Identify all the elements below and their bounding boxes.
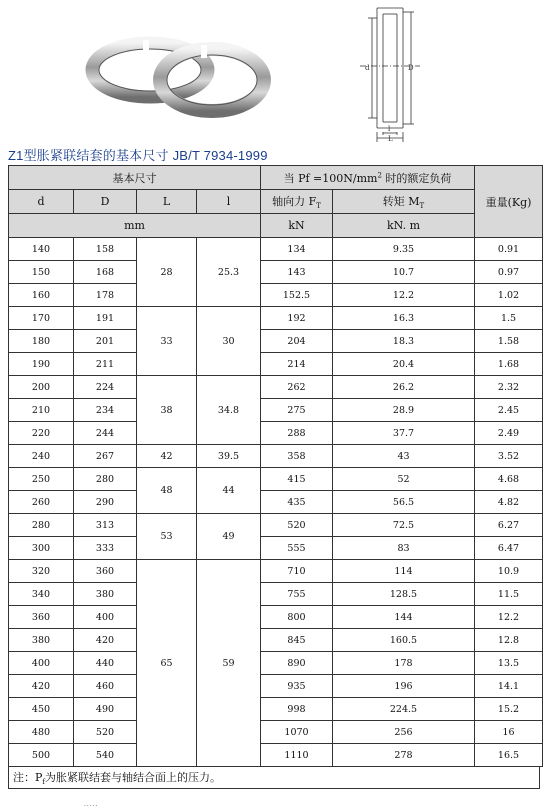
cell-L: 33 — [137, 307, 197, 376]
footer-dots: ····· — [84, 803, 99, 810]
table-row — [9, 284, 543, 307]
cell-d: 400 — [9, 652, 74, 675]
table-title: Z1型胀紧联结套的基本尺寸 JB/T 7934-1999 — [8, 148, 268, 163]
cell-axial-force: 214 — [261, 353, 333, 376]
header-axial-force: 轴向力 $F_T$ — [261, 190, 333, 214]
table-row — [9, 491, 543, 514]
cell-d: 280 — [9, 514, 74, 537]
cell-weight: 1.5 — [475, 307, 543, 330]
cell-d: 300 — [9, 537, 74, 560]
cell-D: 290 — [74, 491, 137, 514]
cell-d: 180 — [9, 330, 74, 353]
cell-axial-force: 415 — [261, 468, 333, 491]
header-rated-load: 当 $Pf =100N/mm^2$ 时的额定负荷 — [261, 166, 475, 190]
header-unit-knm: kN. m — [333, 214, 475, 238]
cell-torque: 196 — [333, 675, 475, 698]
table-row — [9, 307, 543, 330]
cell-torque: 10.7 — [333, 261, 475, 284]
cell-d: 250 — [9, 468, 74, 491]
cell-weight: 4.82 — [475, 491, 543, 514]
cell-l: 59 — [197, 560, 261, 767]
table-row — [9, 330, 543, 353]
cell-torque: 9.35 — [333, 238, 475, 261]
cell-d: 240 — [9, 445, 74, 468]
cell-l: 49 — [197, 514, 261, 560]
cell-d: 260 — [9, 491, 74, 514]
cell-d: 450 — [9, 698, 74, 721]
cell-weight: 10.9 — [475, 560, 543, 583]
cell-l: 25.3 — [197, 238, 261, 307]
cell-weight: 0.91 — [475, 238, 543, 261]
cell-D: 400 — [74, 606, 137, 629]
cell-d: 420 — [9, 675, 74, 698]
cell-axial-force: 358 — [261, 445, 333, 468]
cell-d: 190 — [9, 353, 74, 376]
cell-torque: 56.5 — [333, 491, 475, 514]
cell-weight: 1.68 — [475, 353, 543, 376]
cell-axial-force: 143 — [261, 261, 333, 284]
cell-axial-force: 262 — [261, 376, 333, 399]
dim-d-label: d — [365, 64, 370, 72]
cell-weight: 6.27 — [475, 514, 543, 537]
cell-l: 44 — [197, 468, 261, 514]
cell-D: 178 — [74, 284, 137, 307]
cell-d: 210 — [9, 399, 74, 422]
cell-L: 53 — [137, 514, 197, 560]
table-row — [9, 560, 543, 583]
cell-torque: 178 — [333, 652, 475, 675]
cell-L: 38 — [137, 376, 197, 445]
cell-d: 170 — [9, 307, 74, 330]
cell-torque: 144 — [333, 606, 475, 629]
cell-axial-force: 935 — [261, 675, 333, 698]
cell-torque: 28.9 — [333, 399, 475, 422]
cell-torque: 16.3 — [333, 307, 475, 330]
cell-d: 200 — [9, 376, 74, 399]
cell-axial-force: 800 — [261, 606, 333, 629]
table-row — [9, 721, 543, 744]
header-unit-mm: mm — [9, 214, 261, 238]
cell-weight: 16.5 — [475, 744, 543, 767]
cell-axial-force: 1110 — [261, 744, 333, 767]
cell-torque: 114 — [333, 560, 475, 583]
cell-weight: 3.52 — [475, 445, 543, 468]
cell-weight: 6.47 — [475, 537, 543, 560]
cell-d: 150 — [9, 261, 74, 284]
cell-l: 39.5 — [197, 445, 261, 468]
cell-D: 333 — [74, 537, 137, 560]
cell-D: 244 — [74, 422, 137, 445]
table-row — [9, 744, 543, 767]
dim-L-label: L — [388, 135, 393, 142]
cell-axial-force: 192 — [261, 307, 333, 330]
cell-axial-force: 998 — [261, 698, 333, 721]
table-row — [9, 537, 543, 560]
header-d: d — [9, 190, 74, 214]
table-row — [9, 606, 543, 629]
cell-torque: 83 — [333, 537, 475, 560]
cell-torque: 224.5 — [333, 698, 475, 721]
cell-d: 380 — [9, 629, 74, 652]
cell-torque: 18.3 — [333, 330, 475, 353]
header-L: L — [137, 190, 197, 214]
table-row — [9, 376, 543, 399]
cell-torque: 52 — [333, 468, 475, 491]
table-row — [9, 675, 543, 698]
cell-weight: 2.49 — [475, 422, 543, 445]
cell-L: 65 — [137, 560, 197, 767]
table-row — [9, 353, 543, 376]
table-row — [9, 238, 543, 261]
cell-axial-force: 710 — [261, 560, 333, 583]
cell-weight: 0.97 — [475, 261, 543, 284]
footnote: 注：$P_f$为胀紧联结套与轴结合面上的压力。 — [8, 767, 540, 789]
table-row — [9, 583, 543, 606]
cell-axial-force: 890 — [261, 652, 333, 675]
header-basic-dims: 基本尺寸 — [9, 166, 261, 190]
cell-D: 224 — [74, 376, 137, 399]
cell-axial-force: 755 — [261, 583, 333, 606]
cell-d: 360 — [9, 606, 74, 629]
cell-torque: 278 — [333, 744, 475, 767]
cell-axial-force: 288 — [261, 422, 333, 445]
header-weight: 重量(Kg) — [475, 166, 543, 238]
cell-D: 201 — [74, 330, 137, 353]
spec-table-body — [9, 238, 543, 767]
cell-weight: 12.8 — [475, 629, 543, 652]
table-row — [9, 652, 543, 675]
cell-d: 160 — [9, 284, 74, 307]
cell-D: 234 — [74, 399, 137, 422]
cell-torque: 26.2 — [333, 376, 475, 399]
cell-axial-force: 204 — [261, 330, 333, 353]
header-torque: 转矩 $M_T$ — [333, 190, 475, 214]
cell-weight: 1.58 — [475, 330, 543, 353]
cell-L: 48 — [137, 468, 197, 514]
spec-table — [8, 165, 543, 767]
cell-axial-force: 134 — [261, 238, 333, 261]
cell-D: 211 — [74, 353, 137, 376]
cell-weight: 11.5 — [475, 583, 543, 606]
cell-D: 313 — [74, 514, 137, 537]
table-row — [9, 445, 543, 468]
cell-D: 280 — [74, 468, 137, 491]
cell-D: 460 — [74, 675, 137, 698]
cell-D: 168 — [74, 261, 137, 284]
cell-weight: 13.5 — [475, 652, 543, 675]
cell-weight: 14.1 — [475, 675, 543, 698]
dim-l-label: l — [388, 125, 391, 133]
cell-D: 490 — [74, 698, 137, 721]
cell-d: 140 — [9, 238, 74, 261]
cell-weight: 16 — [475, 721, 543, 744]
cell-torque: 43 — [333, 445, 475, 468]
cell-axial-force: 1070 — [261, 721, 333, 744]
cell-l: 30 — [197, 307, 261, 376]
cell-torque: 128.5 — [333, 583, 475, 606]
table-row — [9, 261, 543, 284]
cell-weight: 12.2 — [475, 606, 543, 629]
cell-axial-force: 275 — [261, 399, 333, 422]
header-D: D — [74, 190, 137, 214]
cell-d: 340 — [9, 583, 74, 606]
cell-D: 158 — [74, 238, 137, 261]
product-illustration — [0, 0, 559, 142]
cell-D: 360 — [74, 560, 137, 583]
cell-l: 34.8 — [197, 376, 261, 445]
cell-d: 500 — [9, 744, 74, 767]
header-l: l — [197, 190, 261, 214]
table-row — [9, 698, 543, 721]
cell-weight: 4.68 — [475, 468, 543, 491]
cell-d: 220 — [9, 422, 74, 445]
cell-D: 540 — [74, 744, 137, 767]
table-row — [9, 468, 543, 491]
cell-d: 480 — [9, 721, 74, 744]
dim-D-label: D — [408, 64, 414, 72]
cell-torque: 160.5 — [333, 629, 475, 652]
cell-weight: 2.45 — [475, 399, 543, 422]
table-row — [9, 629, 543, 652]
expansion-sleeve-photo — [92, 40, 264, 111]
cell-torque: 256 — [333, 721, 475, 744]
cell-axial-force: 520 — [261, 514, 333, 537]
cell-D: 191 — [74, 307, 137, 330]
cell-D: 380 — [74, 583, 137, 606]
cell-torque: 37.7 — [333, 422, 475, 445]
cell-axial-force: 555 — [261, 537, 333, 560]
cell-D: 267 — [74, 445, 137, 468]
cell-D: 440 — [74, 652, 137, 675]
cell-torque: 20.4 — [333, 353, 475, 376]
table-row — [9, 399, 543, 422]
cell-L: 42 — [137, 445, 197, 468]
cell-axial-force: 845 — [261, 629, 333, 652]
cell-weight: 2.32 — [475, 376, 543, 399]
header-unit-kn: kN — [261, 214, 333, 238]
cell-d: 320 — [9, 560, 74, 583]
cell-weight: 15.2 — [475, 698, 543, 721]
cell-D: 420 — [74, 629, 137, 652]
table-row — [9, 422, 543, 445]
section-drawing — [360, 8, 420, 142]
cell-torque: 12.2 — [333, 284, 475, 307]
cell-weight: 1.02 — [475, 284, 543, 307]
cell-torque: 72.5 — [333, 514, 475, 537]
cell-axial-force: 152.5 — [261, 284, 333, 307]
cell-D: 520 — [74, 721, 137, 744]
cell-L: 28 — [137, 238, 197, 307]
cell-axial-force: 435 — [261, 491, 333, 514]
table-row — [9, 514, 543, 537]
